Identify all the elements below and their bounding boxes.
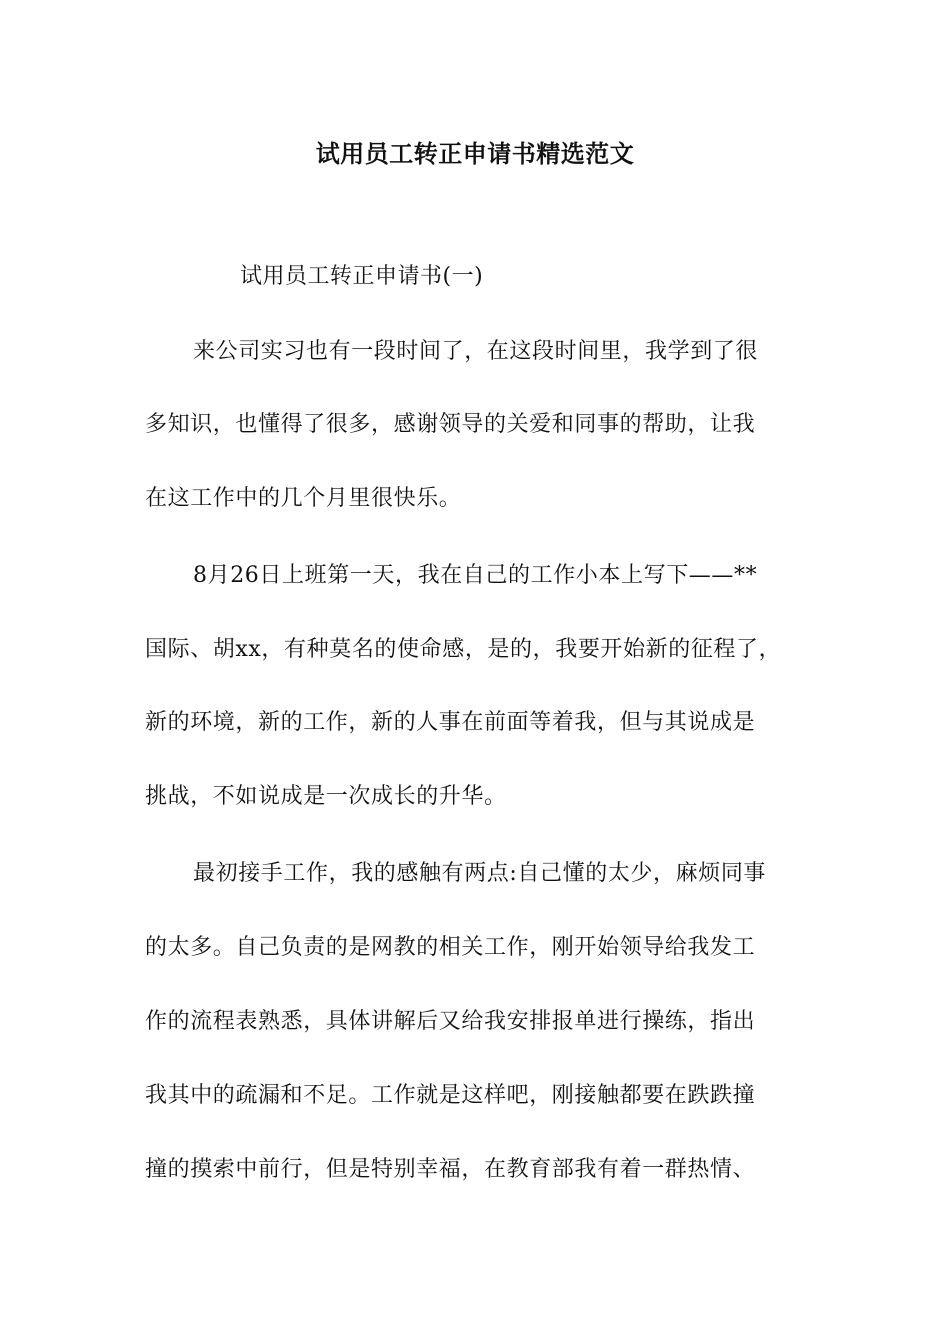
paragraph-line: 国际、胡xx，有种莫名的使命感，是的，我要开始新的征程了， <box>145 637 782 662</box>
paragraph-line: 挑战，不如说成是一次成长的升华。 <box>145 784 507 809</box>
paragraph-line: 我其中的疏漏和不足。工作就是这样吧，刚接触都要在跌跌撞 <box>145 1083 756 1108</box>
paragraph-line: 的太多。自己负责的是网教的相关工作，刚开始领导给我发工 <box>145 935 756 960</box>
paragraph-line: 多知识，也懂得了很多，感谢领导的关爱和同事的帮助，让我 <box>145 412 756 437</box>
document-title: 试用员工转正申请书精选范文 <box>315 139 635 168</box>
paragraph-line: 新的环境，新的工作，新的人事在前面等着我，但与其说成是 <box>145 710 756 735</box>
section-heading: 试用员工转正申请书(一) <box>240 264 484 289</box>
paragraph-line: 8月26日上班第一天，我在自己的工作小本上写下——** <box>193 563 758 588</box>
paragraph-line: 作的流程表熟悉，具体讲解后又给我安排报单进行操练，指出 <box>145 1009 756 1034</box>
paragraph-line: 来公司实习也有一段时间了，在这段时间里，我学到了很 <box>193 339 759 364</box>
paragraph-line: 在这工作中的几个月里很快乐。 <box>145 486 462 511</box>
paragraph-line: 最初接手工作，我的感触有两点:自己懂的太少，麻烦同事 <box>193 861 767 886</box>
paragraph-line: 撞的摸索中前行，但是特别幸福，在教育部我有着一群热情、 <box>145 1157 756 1182</box>
